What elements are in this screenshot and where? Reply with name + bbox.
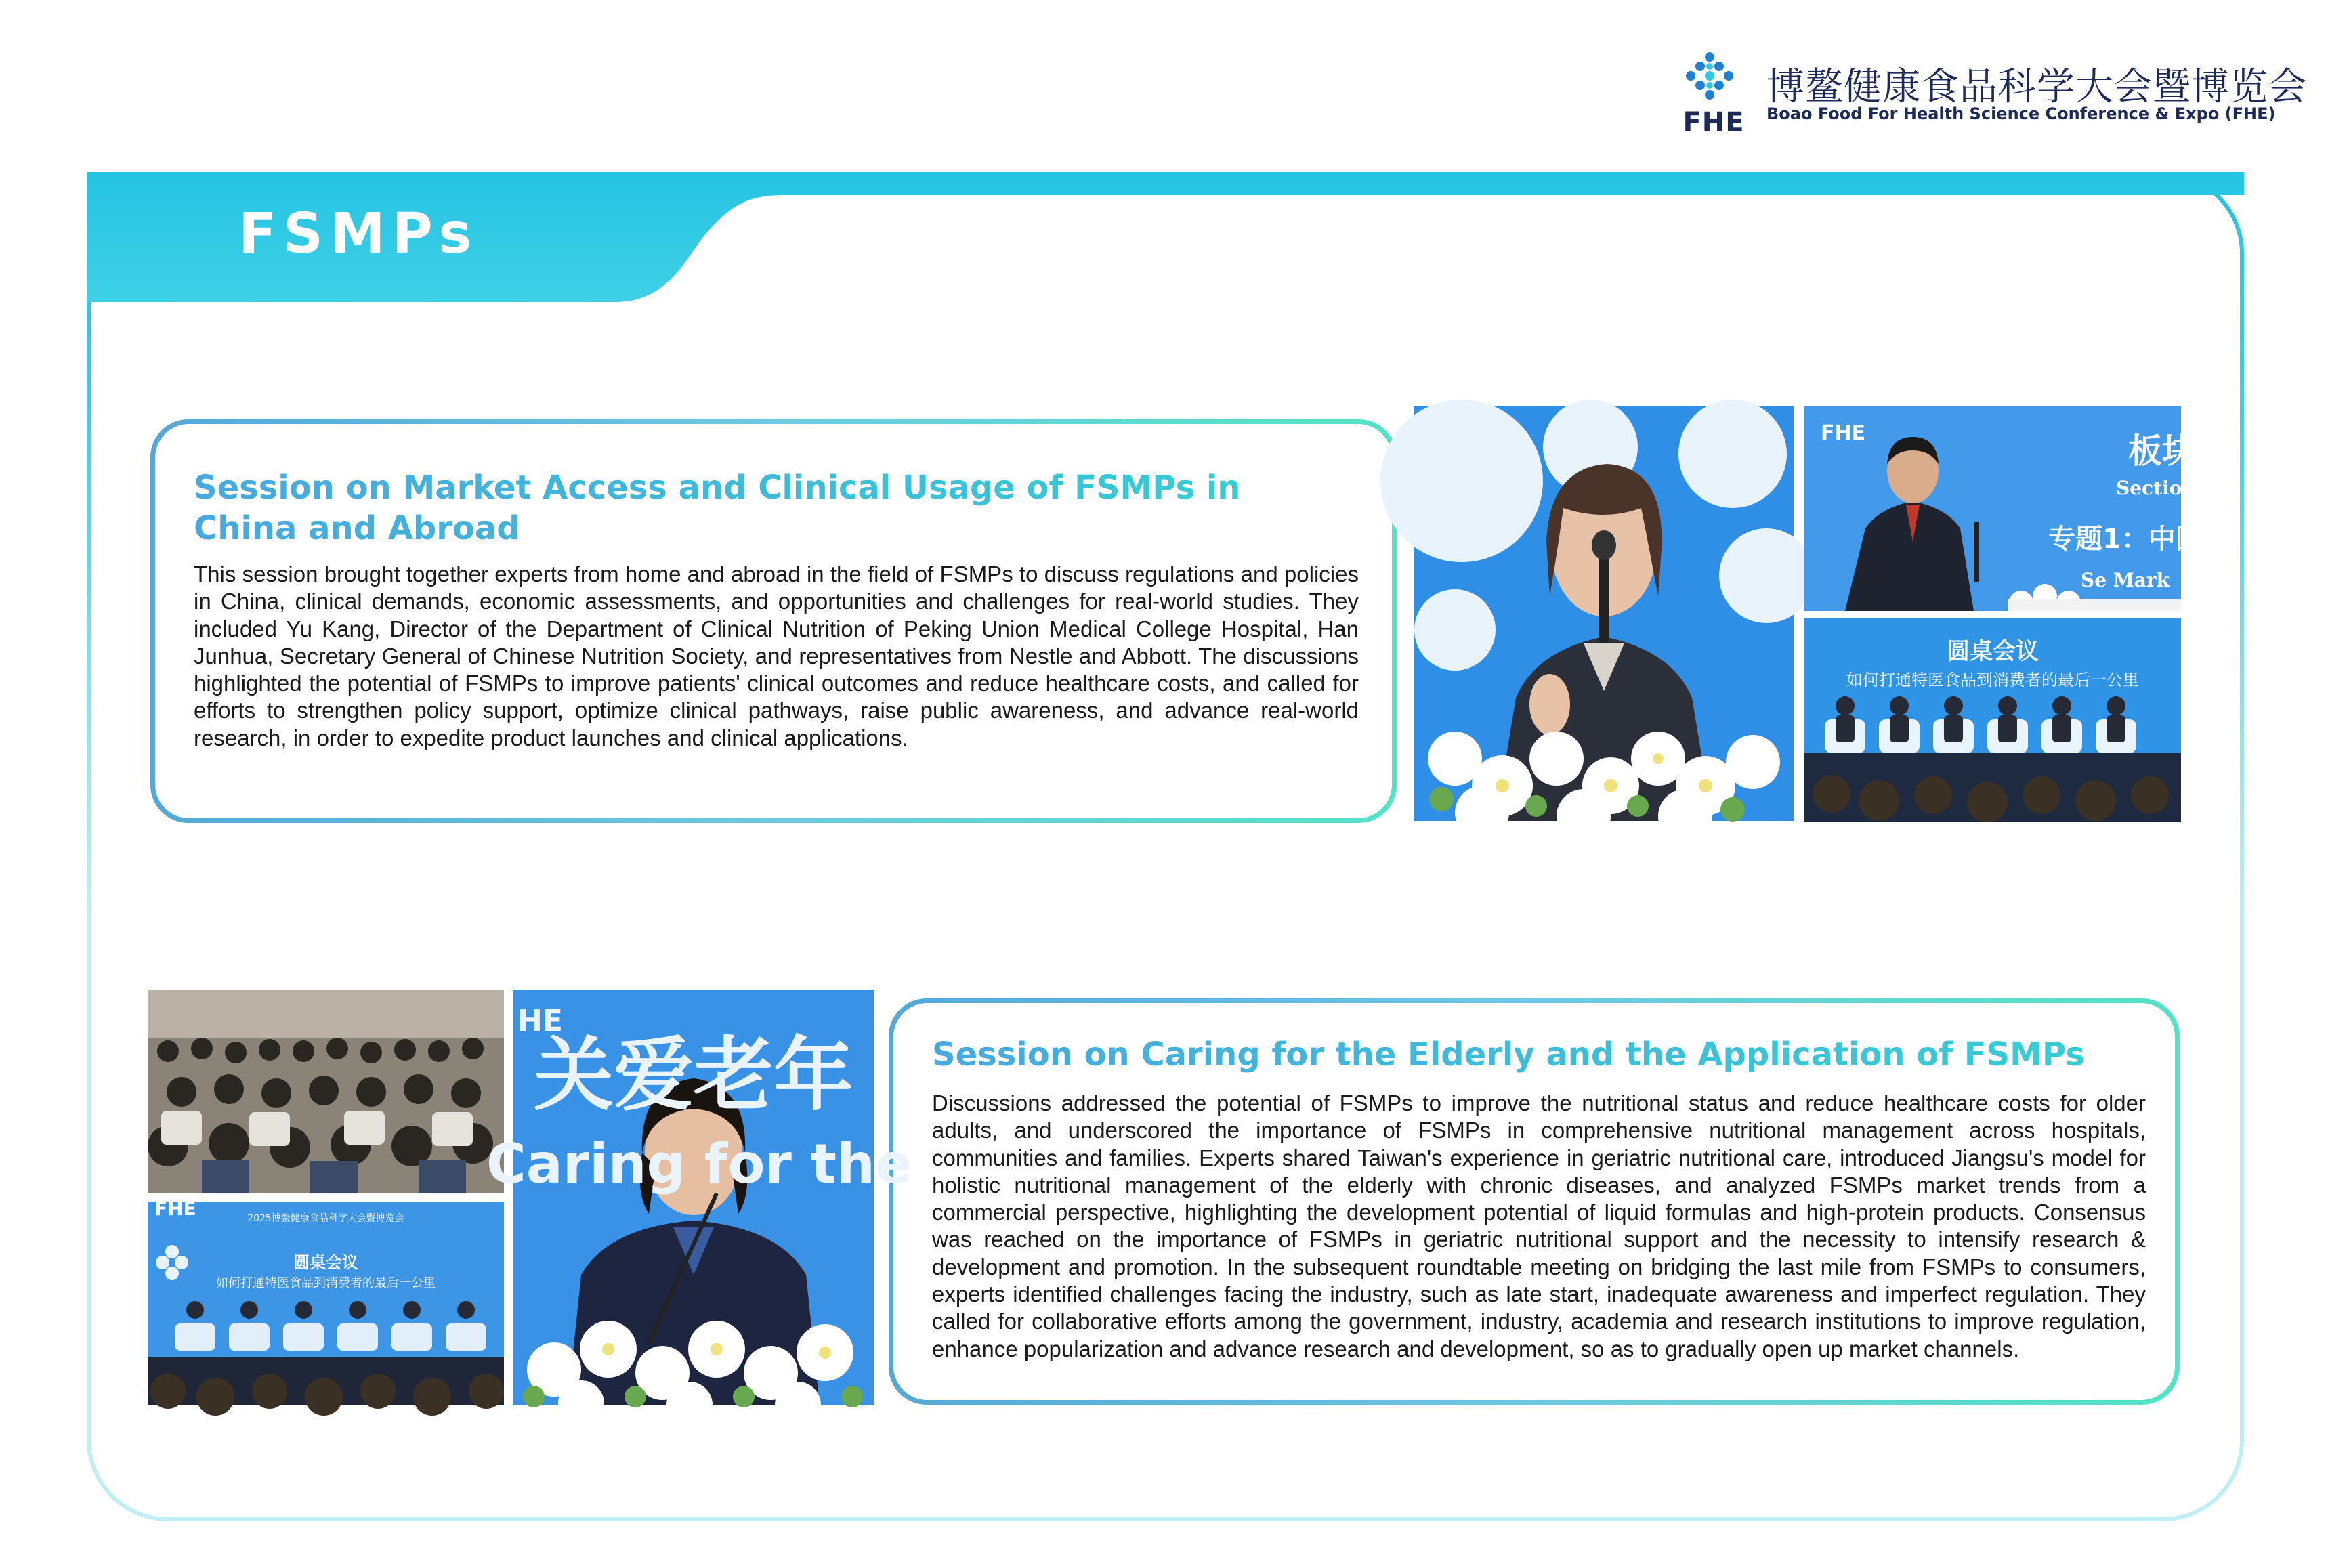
session-description: Discussions addressed the potential of FSMPs to improve the nutritional status and reduce healthcare costs for older adults, and underscored the importance of FSMPs in comprehensive nutritional management across hospitals, communities and families. Experts shared Taiwan's experience in geriatric nutritional care, introduced Jiangsu's model for holistic nutritional management of the elderly with chronic diseases, and analyzed FSMPs market trends from a commercial perspective, highlighting the development potential of liquid formulas and high-protein products. Consensus was reached on the importance of FSMPs in geriatric nutritional support and the necessity to intensify research & development and promotion. In the subsequent roundtable meeting on bridging the last mile from FSMPs to consumers, experts identified challenges facing the industry, such as late start, inadequate awareness and imperfect regulation. They called for collaborative efforts among the government, industry, academia and research institutions to improve regulation, enhance popularization and advance research and development, so as to gradually open up market channels. [932,1090,2146,1361]
photo-speaker-man-podium [1804,406,2203,611]
photo-speaker-woman-microphone [1414,406,1794,821]
photo-banner-text: Section [2116,477,2196,499]
logo-chinese-name: 博鳌健康食品科学大会暨博览会 [1766,65,2307,109]
photo-fhe-label: FHE [154,1198,196,1220]
photo-audience [148,990,504,1193]
photo-banner-text: Caring for the [486,1132,912,1195]
session-description: This session brought together experts from home and abroad in the field of FSMPs to discuss regulations and policies in China, clinical demands, economic assessments, and opportunities and challenges for real-world studies. They included Yu Kang, Director of the Department of Clinical Nutrition of Peking Union Medical College Hospital, Han Junhua, Secretary General of Chinese Nutrition Society, and representatives from Nestle and Abbott. The discussions highlighted the potential of FSMPs to improve patients' clinical outcomes and reduce healthcare costs, and called for efforts to strengthen policy support, optimize clinical pathways, raise public awareness, and advance real-world research, in order to expedite product launches and clinical applications. [194,561,1359,750]
photo-banner-text: 如何打通特医食品到消费者的最后一公里 [1846,671,2139,690]
photo-banner-text: 圆桌会议 [293,1253,358,1272]
logo-abbreviation: FHE [1682,107,1745,138]
photo-fhe-label: HE [517,1004,563,1038]
photo-roundtable-stage [148,1198,504,1405]
photo-roundtable-panel [1804,618,2181,822]
photo-banner-text: 2025博鳌健康食品科学大会暨博览会 [247,1213,404,1224]
photo-speaker-woman-closeup [486,990,912,1405]
photo-banner-text: 圆桌会议 [1947,638,2039,665]
session-heading: Session on Market Access and Clinical Usage of FSMPs in China and Abroad [194,467,1345,549]
photo-banner-text: Se Mark [2081,569,2170,591]
photo-banner-text: 专题1：中国 [2048,524,2203,555]
photo-fhe-label: FHE [1821,421,1866,445]
section-title: FSMPs [238,202,479,266]
session-card-elderly-care [889,998,2180,1405]
photo-banner-text: 关爱老年 [534,1028,854,1122]
session-card-market-access [150,419,1397,823]
photo-banner-text: 如何打通特医食品到消费者的最后一公里 [216,1276,436,1290]
fhe-logo [1680,47,2307,142]
photo-banner-text: 板块 [2128,431,2196,471]
fhe-logo-mark-icon [1682,50,1737,104]
logo-english-name: Boao Food For Health Science Conference & Expo (FHE) [1766,104,2276,123]
session-heading: Session on Caring for the Elderly and the Application of FSMPs [932,1034,2138,1075]
